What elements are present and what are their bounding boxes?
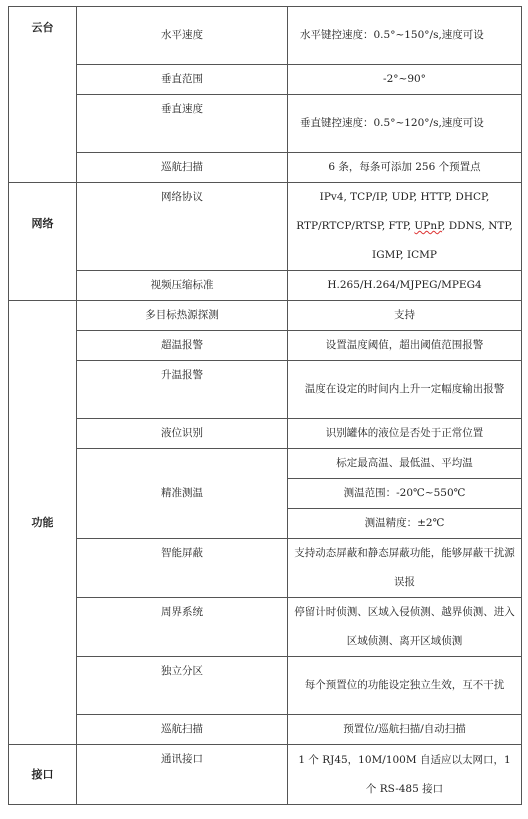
table-row bbox=[9, 153, 522, 183]
table-row bbox=[9, 449, 522, 479]
value-cell: 温度在设定的时间内上升一定幅度输出报警 bbox=[288, 361, 522, 419]
value-cell: 预置位/巡航扫描/自动扫描 bbox=[288, 715, 522, 745]
feature-cell: 液位识别 bbox=[77, 419, 288, 449]
protocol-upnp: UPnP bbox=[414, 220, 443, 232]
value-cell: -2°~90° bbox=[288, 65, 522, 95]
table-row bbox=[9, 598, 522, 657]
feature-cell: 升温报警 bbox=[77, 361, 288, 419]
value-cell: 6 条，每条可添加 256 个预置点 bbox=[288, 153, 522, 183]
feature-cell: 通讯接口 bbox=[77, 745, 288, 805]
value-cell: 垂直键控速度：0.5°~120°/s,速度可设 bbox=[288, 95, 522, 153]
feature-cell: 网络协议 bbox=[77, 183, 288, 271]
feature-cell: 水平速度 bbox=[77, 7, 288, 65]
table-row bbox=[9, 183, 522, 271]
value-cell: H.265/H.264/MJPEG/MPEG4 bbox=[288, 271, 522, 301]
feature-cell: 垂直速度 bbox=[77, 95, 288, 153]
feature-cell: 智能屏蔽 bbox=[77, 539, 288, 598]
category-cell: 云台 bbox=[9, 7, 77, 183]
table-row bbox=[9, 715, 522, 745]
category-cell: 功能 bbox=[9, 301, 77, 745]
value-cell: 停留计时侦测、区域入侵侦测、越界侦测、进入区域侦测、离开区域侦测 bbox=[288, 598, 522, 657]
table-row bbox=[9, 331, 522, 361]
value-cell: 设置温度阈值，超出阈值范围报警 bbox=[288, 331, 522, 361]
table-row bbox=[9, 419, 522, 449]
table-row bbox=[9, 7, 522, 65]
value-cell: 测温范围：-20℃~550℃ bbox=[288, 479, 522, 509]
feature-cell: 巡航扫描 bbox=[77, 153, 288, 183]
table-row bbox=[9, 301, 522, 331]
table-row bbox=[9, 745, 522, 805]
value-cell: 测温精度：±2℃ bbox=[288, 509, 522, 539]
feature-cell: 精准测温 bbox=[77, 449, 288, 539]
feature-cell: 垂直范围 bbox=[77, 65, 288, 95]
value-cell: 水平键控速度：0.5°~150°/s,速度可设 bbox=[288, 7, 522, 65]
spec-table bbox=[8, 6, 522, 805]
value-cell: 支持 bbox=[288, 301, 522, 331]
protocol-text-tail: , DDNS, NTP, IGMP, ICMP bbox=[372, 220, 513, 261]
value-cell: 支持动态屏蔽和静态屏蔽功能，能够屏蔽干扰源误报 bbox=[288, 539, 522, 598]
table-row bbox=[9, 657, 522, 715]
value-cell: 1 个 RJ45，10M/100M 自适应以太网口，1 个 RS-485 接口 bbox=[288, 745, 522, 805]
feature-cell: 超温报警 bbox=[77, 331, 288, 361]
value-cell: 标定最高温、最低温、平均温 bbox=[288, 449, 522, 479]
feature-cell: 多目标热源探测 bbox=[77, 301, 288, 331]
table-row bbox=[9, 539, 522, 598]
category-cell: 接口 bbox=[9, 745, 77, 805]
value-cell bbox=[288, 183, 522, 271]
feature-cell: 周界系统 bbox=[77, 598, 288, 657]
table-row bbox=[9, 65, 522, 95]
feature-cell: 独立分区 bbox=[77, 657, 288, 715]
category-cell: 网络 bbox=[9, 183, 77, 301]
feature-cell: 巡航扫描 bbox=[77, 715, 288, 745]
value-cell: 识别罐体的液位是否处于正常位置 bbox=[288, 419, 522, 449]
table-row bbox=[9, 271, 522, 301]
value-cell: 每个预置位的功能设定独立生效，互不干扰 bbox=[288, 657, 522, 715]
table-row bbox=[9, 361, 522, 419]
table-row bbox=[9, 95, 522, 153]
protocol-text: IPv4, TCP/IP, UDP, HTTP, DHCP, RTP/RTCP/RTSP, FTP, bbox=[296, 191, 490, 232]
feature-cell: 视频压缩标准 bbox=[77, 271, 288, 301]
